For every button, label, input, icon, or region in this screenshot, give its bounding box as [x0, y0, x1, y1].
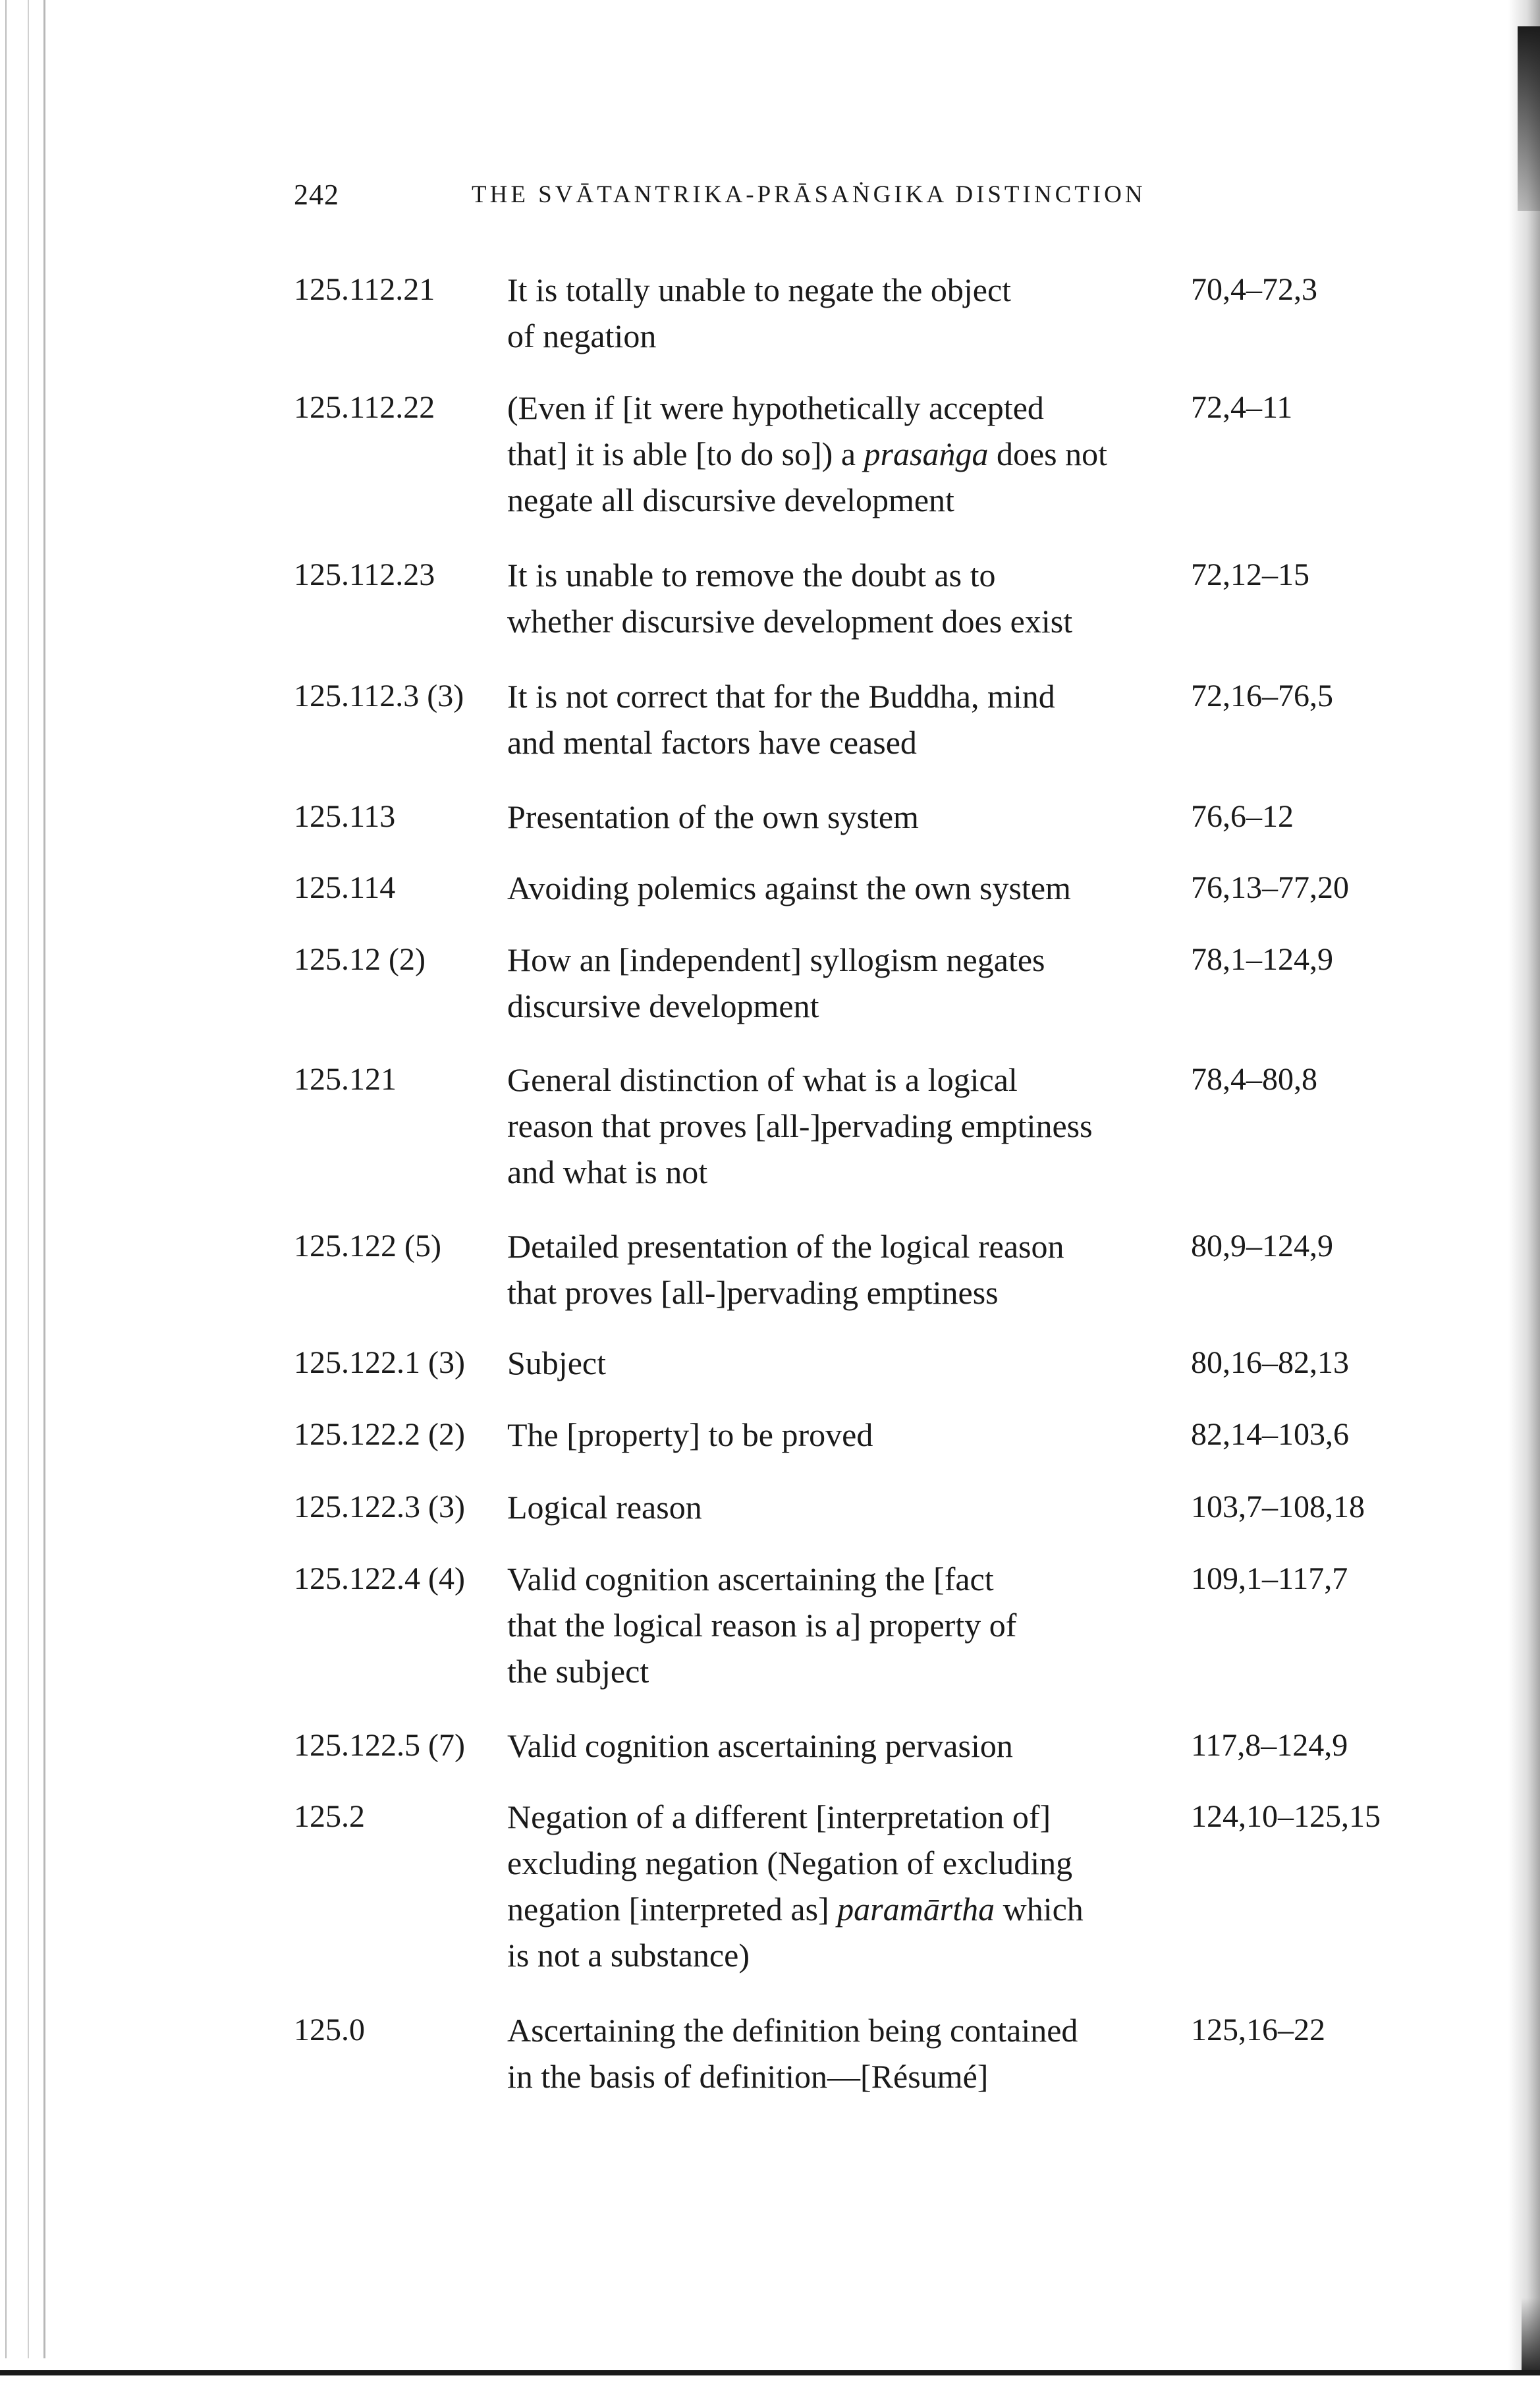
- page-range: 117,8–124,9: [1191, 1728, 1348, 1763]
- outline-number: 125.122.2 (2): [294, 1417, 465, 1452]
- outline-number: 125.113: [294, 799, 396, 834]
- italic-term: prasaṅga: [864, 435, 989, 472]
- outline-title: How an [independent] syllogism negates discursive development: [507, 941, 1045, 1024]
- page-range: 124,10–125,15: [1191, 1799, 1381, 1834]
- scan-edge-line: [28, 0, 29, 2358]
- gutter-shadow-top: [1518, 26, 1540, 211]
- page-range: 125,16–22: [1191, 2012, 1325, 2047]
- page-gutter-shadow: [1508, 0, 1540, 2370]
- outline-number: 125.112.22: [294, 390, 435, 425]
- outline-number: 125.114: [294, 870, 396, 905]
- page-range: 109,1–117,7: [1191, 1561, 1348, 1596]
- page-range: 78,1–124,9: [1191, 942, 1333, 977]
- outline-number: 125.2: [294, 1799, 365, 1834]
- gutter-shadow-bottom: [1522, 2298, 1540, 2370]
- outline-number: 125.112.3 (3): [294, 679, 464, 713]
- outline-title: Valid cognition ascertaining the [fact that the logical reason is a] property of the subject: [507, 1561, 1017, 1690]
- page-range: 80,9–124,9: [1191, 1229, 1333, 1263]
- outline-number: 125.122.3 (3): [294, 1489, 465, 1524]
- outline-number: 125.122 (5): [294, 1229, 441, 1263]
- scan-edge-line: [5, 0, 7, 2358]
- page-range: 76,6–12: [1191, 799, 1294, 834]
- outline-title: Presentation of the own system: [507, 798, 919, 835]
- outline-title: It is unable to remove the doubt as to whether discursive development does exist: [507, 557, 1073, 640]
- outline-title: Logical reason: [507, 1489, 702, 1526]
- outline-number: 125.12 (2): [294, 942, 426, 977]
- outline-number: 125.112.21: [294, 272, 435, 307]
- page-range: 80,16–82,13: [1191, 1345, 1349, 1380]
- page-range: 72,12–15: [1191, 557, 1309, 592]
- outline-title: Detailed presentation of the logical reason that proves [all-]pervading emptiness: [507, 1228, 1064, 1311]
- page-range: 103,7–108,18: [1191, 1489, 1365, 1524]
- italic-term: paramārtha: [837, 1891, 995, 1928]
- outline-number: 125.121: [294, 1062, 397, 1097]
- page-range: 72,16–76,5: [1191, 679, 1333, 713]
- outline-title: (Even if [it were hypothetically accepted that] it is able [to do so]) a prasaṅga does not negate all discursive development: [507, 389, 1107, 518]
- page-number: 242: [294, 179, 339, 211]
- scan-edge-line: [43, 0, 45, 2358]
- outline-number: 125.122.5 (7): [294, 1728, 465, 1763]
- outline-title: Subject: [507, 1345, 606, 1381]
- page-range: 70,4–72,3: [1191, 272, 1317, 307]
- outline-title: Avoiding polemics against the own system: [507, 870, 1071, 906]
- outline-title: General distinction of what is a logical reason that proves [all-]pervading emptiness and what is not: [507, 1061, 1093, 1190]
- page-range: 82,14–103,6: [1191, 1417, 1349, 1452]
- running-header: [294, 178, 1282, 217]
- outline-title: It is totally unable to negate the object of negation: [507, 271, 1012, 354]
- outline-title: Valid cognition ascertaining pervasion: [507, 1727, 1013, 1764]
- outline-number: 125.0: [294, 2012, 365, 2047]
- outline-number: 125.122.1 (3): [294, 1345, 465, 1380]
- page-range: 76,13–77,20: [1191, 870, 1349, 905]
- outline-number: 125.112.23: [294, 557, 435, 592]
- outline-title: Ascertaining the definition being contained in the basis of definition—[Résumé]: [507, 2012, 1078, 2095]
- running-title: THE SVĀTANTRIKA-PRĀSAṄGIKA DISTINCTION: [472, 181, 1146, 208]
- outline-title: The [property] to be proved: [507, 1416, 873, 1453]
- outline-title: Negation of a different [interpretation of] excluding negation (Negation of excluding negation [interpreted as] paramārtha which is not a substance): [507, 1798, 1084, 1974]
- page-range: 78,4–80,8: [1191, 1062, 1317, 1097]
- outline-number: 125.122.4 (4): [294, 1561, 465, 1596]
- page-range: 72,4–11: [1191, 390, 1293, 425]
- scan-bottom-border: [0, 2370, 1540, 2375]
- outline-title: It is not correct that for the Buddha, mind and mental factors have ceased: [507, 678, 1055, 761]
